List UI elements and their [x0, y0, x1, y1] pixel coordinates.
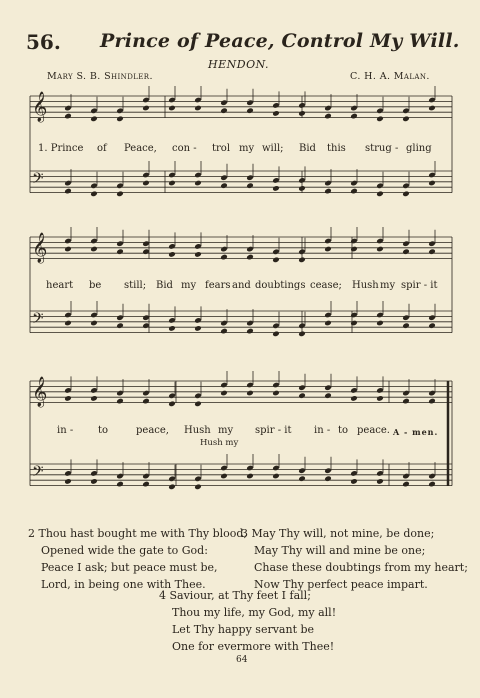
note-head — [376, 191, 384, 198]
note-head — [246, 328, 254, 335]
hymn-title: Prince of Peace, Control My Will. — [100, 30, 460, 52]
lyric-syllable: fears — [205, 280, 231, 291]
note-head — [350, 113, 358, 120]
verse-3 — [241, 525, 468, 593]
note-head — [324, 475, 332, 482]
lyric-syllable: still; — [124, 280, 147, 291]
note-head — [116, 116, 124, 123]
note-head — [220, 473, 228, 480]
verse-4 — [159, 587, 336, 655]
page-number: 64 — [236, 655, 248, 665]
lyric-syllable: doubtings — [255, 280, 306, 291]
note-head — [246, 390, 254, 397]
note-head — [428, 398, 436, 405]
lyric-syllable: to — [98, 425, 109, 436]
verse-line: One for evermore with Thee! — [172, 640, 335, 653]
note-head — [116, 191, 124, 198]
lyric-syllable: in - — [314, 425, 331, 436]
verse-line: May Thy will and mine be one; — [254, 544, 426, 557]
lyric-syllable: my — [181, 280, 197, 291]
lyric-syllable: Bid — [156, 280, 173, 291]
verse-line: Now Thy perfect peace impart. — [254, 578, 428, 591]
lyric-syllable: this — [327, 143, 346, 154]
note-head — [220, 182, 228, 189]
hymn-number: 56. — [26, 30, 61, 54]
lyric-syllable: of — [97, 143, 107, 154]
note-head — [324, 113, 332, 120]
verse-2 — [28, 525, 247, 593]
note-head — [168, 105, 176, 112]
note-head — [324, 188, 332, 195]
verse-line: Opened wide the gate to God: — [41, 544, 208, 557]
note-head — [246, 254, 254, 261]
lyric-repeat: Hush my — [200, 438, 239, 448]
lyric-syllable: trol — [212, 143, 231, 154]
note-head — [350, 320, 358, 327]
lyric-syllable: peace, — [136, 425, 169, 436]
bass-clef-icon: 𝄢 — [32, 310, 44, 331]
note-head — [194, 401, 202, 408]
note-head — [168, 325, 176, 332]
verse-line: Lord, in being one with Thee. — [41, 578, 206, 591]
verse-line: Peace I ask; but peace must be, — [41, 561, 218, 574]
note-head — [64, 395, 72, 402]
note-head — [194, 105, 202, 112]
note-head — [194, 484, 202, 491]
lyric-syllable: strug - — [365, 143, 399, 154]
note-head — [64, 320, 72, 327]
note-head — [350, 478, 358, 485]
note-head — [272, 331, 280, 338]
lyric-syllable: Peace, — [124, 143, 157, 154]
note-head — [220, 254, 228, 261]
verse-line: 4 Saviour, at Thy feet I fall; — [159, 589, 311, 602]
note-head — [142, 481, 150, 488]
note-head — [116, 248, 124, 255]
tune-name: HENDON. — [208, 58, 270, 71]
lyric-syllable: and — [232, 280, 251, 291]
note-head — [90, 478, 98, 485]
treble-clef-icon: 𝄞 — [32, 233, 48, 263]
bass-clef-icon: 𝄢 — [32, 463, 44, 484]
note-head — [90, 320, 98, 327]
note-head — [376, 246, 384, 253]
note-head — [376, 395, 384, 402]
bass-clef-icon: 𝄢 — [32, 170, 44, 191]
lyric-syllable: con - — [172, 143, 197, 154]
note-head — [142, 180, 150, 187]
note-head — [402, 116, 410, 123]
note-head — [376, 320, 384, 327]
note-head — [64, 188, 72, 195]
lyric-syllable: peace. — [357, 425, 390, 436]
lyric-syllable: spir - it — [401, 280, 438, 291]
note-head — [64, 113, 72, 120]
note-head — [402, 481, 410, 488]
note-head — [350, 188, 358, 195]
note-head — [168, 401, 176, 408]
verse-line: Let Thy happy servant be — [172, 623, 315, 636]
note-head — [298, 185, 306, 192]
note-head — [90, 395, 98, 402]
note-head — [220, 107, 228, 114]
note-head — [428, 248, 436, 255]
lyric-syllable: Hush — [184, 425, 211, 436]
note-head — [220, 390, 228, 397]
note-head — [64, 246, 72, 253]
note-head — [324, 392, 332, 399]
note-head — [324, 246, 332, 253]
note-head — [402, 398, 410, 405]
note-head — [298, 110, 306, 117]
note-head — [246, 473, 254, 480]
note-head — [194, 325, 202, 332]
note-head — [428, 105, 436, 112]
note-head — [402, 322, 410, 329]
note-head — [90, 191, 98, 198]
note-head — [194, 180, 202, 187]
lyric-syllable: in - — [57, 425, 74, 436]
note-head — [64, 478, 72, 485]
note-head — [324, 320, 332, 327]
note-head — [246, 182, 254, 189]
note-head — [272, 110, 280, 117]
lyric-syllable: my — [218, 425, 234, 436]
note-head — [142, 398, 150, 405]
lyric-syllable: will; — [262, 143, 284, 154]
lyric-syllable: to — [338, 425, 349, 436]
verse-line: Chase these doubtings from my heart; — [254, 561, 468, 574]
note-head — [272, 185, 280, 192]
note-head — [428, 322, 436, 329]
note-head — [220, 328, 228, 335]
lyric-syllable: gling — [406, 143, 432, 154]
note-head — [402, 191, 410, 198]
note-head — [168, 484, 176, 491]
verse-line: Thou my life, my God, my all! — [172, 606, 337, 619]
amen-label: A - men. — [393, 427, 439, 437]
note-head — [272, 473, 280, 480]
note-head — [298, 475, 306, 482]
note-head — [90, 116, 98, 123]
note-head — [402, 248, 410, 255]
note-head — [428, 180, 436, 187]
note-head — [298, 392, 306, 399]
lyric-syllable: my — [380, 280, 396, 291]
lyric-syllable: Bid — [299, 143, 316, 154]
lyric-syllable: heart — [46, 280, 74, 291]
note-head — [142, 105, 150, 112]
note-head — [350, 395, 358, 402]
note-head — [272, 390, 280, 397]
note-head — [272, 257, 280, 264]
note-head — [116, 481, 124, 488]
note-head — [298, 331, 306, 338]
composer-credit: C. H. A. Malan. — [350, 71, 430, 82]
treble-clef-icon: 𝄞 — [32, 92, 48, 122]
note-head — [168, 251, 176, 258]
note-head — [350, 246, 358, 253]
note-head — [376, 478, 384, 485]
note-head — [168, 180, 176, 187]
note-head — [90, 246, 98, 253]
note-head — [428, 481, 436, 488]
note-head — [246, 107, 254, 114]
note-head — [376, 116, 384, 123]
note-head — [298, 257, 306, 264]
note-head — [194, 251, 202, 258]
lyric-syllable: my — [239, 143, 255, 154]
note-head — [116, 322, 124, 329]
lyric-syllable: be — [89, 280, 102, 291]
verse-line: 3 May Thy will, not mine, be done; — [241, 527, 435, 540]
treble-clef-icon: 𝄞 — [32, 377, 48, 407]
lyric-syllable: Hush — [352, 280, 379, 291]
note-head — [116, 398, 124, 405]
lyric-syllable: spir - it — [255, 425, 292, 436]
author-credit: Mary S. B. Shindler. — [47, 71, 153, 82]
lyric-syllable: cease; — [310, 280, 342, 291]
verse-line: 2 Thou hast bought me with Thy blood, — [28, 527, 247, 540]
lyric-syllable: 1. Prince — [38, 143, 84, 154]
